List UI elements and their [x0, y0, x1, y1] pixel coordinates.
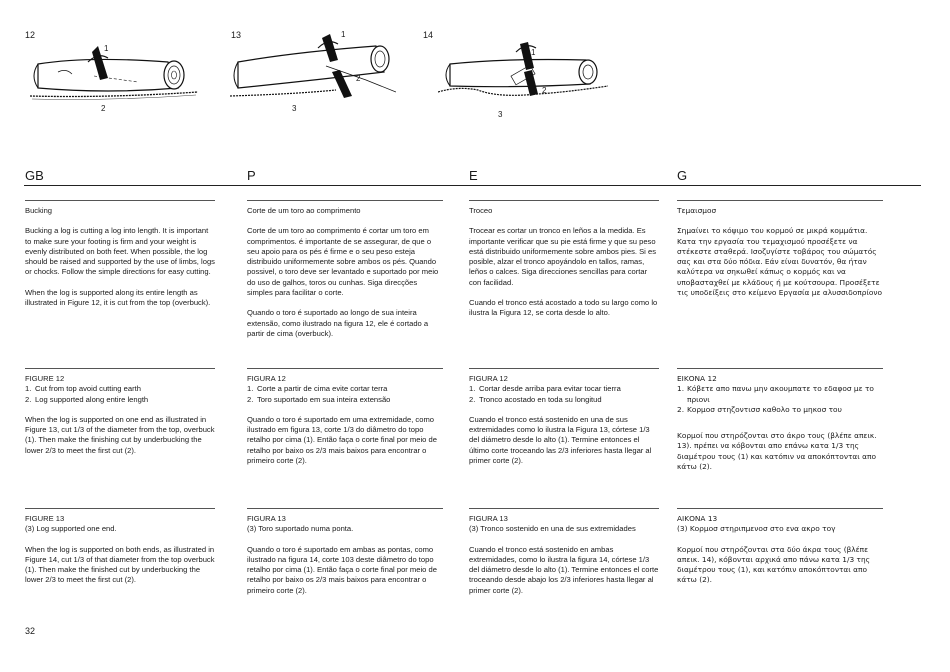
- figure-12-text: Cuando el tronco está sostenido en una de sus extremidades como lo ilustra la Figura 13, córtese 1/3 del diámetro desde lo alto (1). Termine entonces el último corte troceando las 2/3 inferiores hasta llegar al primer corte (2).: [469, 414, 652, 466]
- figure-12-title: ΕΙΚΟΝΑ 12: [677, 374, 717, 383]
- figure-12-title: FIGURE 12: [25, 374, 65, 383]
- list-item: 1. Cortar desde arriba para evitar tocar tierra: [469, 384, 621, 394]
- figure-13-subtitle: (3) Toro suportado numa ponta.: [247, 524, 354, 534]
- column-e: [469, 200, 659, 640]
- intro-text-2: When the log is supported along its entire length as illustrated in Figure 12, it is cut from the top (overbuck).: [25, 287, 211, 308]
- figure-12-list: [677, 384, 883, 415]
- figure-14-callout-3: 3: [498, 110, 503, 119]
- figure-13-callout-1: 1: [341, 30, 346, 39]
- figure-14-illustration: [438, 42, 608, 112]
- figure-12-text: Κορμοί που στηρόζονται στο άκρο τους (βλέπε απεικ. 13). πρέπει να κόβονται απο επάνω κατα 1/3 της διαμέτρου τους (1) και κατόπιν να αποκόπτονται απο κάτω (2).: [677, 431, 877, 472]
- figure-12-list: [469, 384, 659, 405]
- figure-12-list: [25, 384, 215, 405]
- figure-14-callout-1: 1: [531, 48, 536, 57]
- intro-text-2: Cuando el tronco está acostado a todo su largo como lo ilustra la Figura 12, se corta desde lo alto.: [469, 298, 658, 318]
- column-gb: [25, 200, 215, 640]
- figure-12-title: FIGURA 12: [247, 374, 286, 383]
- figure-12-callout-2: 2: [101, 104, 106, 113]
- figure-12-callout-1: 1: [104, 44, 109, 53]
- section-title: Τεμαισμοσ: [677, 206, 717, 215]
- section-title: Corte de um toro ao comprimento: [247, 206, 361, 215]
- figure-13-text: Cuando el tronco está sostenido en ambas extremidades, como lo ilustra la figura 14, córtese 1/3 del diámetro desde lo alto (1). Termine entonces el corte troceando desde abajo los 2/3 inferiores hasta llegar al primer corte (2).: [469, 544, 659, 595]
- figure-13-subtitle: (3) Log supported one end.: [25, 524, 117, 534]
- list-item: 2. Log supported along entire length: [25, 394, 149, 404]
- figure-12-illustration: [28, 42, 198, 112]
- list-item: 1. Κόβετε απο πανω μην ακουμπατε το εδαφοσ με το πριονι: [677, 384, 874, 404]
- section-title: Troceo: [469, 206, 493, 215]
- figure-13-callout-2: 2: [356, 74, 361, 83]
- header-divider: [24, 185, 921, 186]
- language-header-gb: GB: [25, 168, 44, 183]
- figure-14-callout-2: 2: [542, 86, 547, 95]
- figure-13-text: Quando o toro é suportado em ambas as pontas, como ilustrado na figura 14, corte 103 deste diâmetro do topo retalho por cima (1). Então faça o corte final por meio de retalho por baixo os 2/3 mais baixos para encontrar o primeiro corte (2).: [247, 544, 437, 595]
- intro-text: Trocear es cortar un tronco en leños a la medida. Es importante verificar que su pie está firme y que su peso está distribuido uniformemente sobre ambos pies. Si es posible, alzar el tronco apoyándolo en tallos, ramas, leños o calces. Siga direcciones sencillas para cortar con facilidad.: [469, 226, 656, 287]
- list-item: 1. Corte a partir de cima evite cortar terra: [247, 384, 388, 394]
- figure-13-callout-3: 3: [292, 104, 297, 113]
- figure-13-title: ΑΙΚΟΝΑ 13: [677, 514, 718, 523]
- figure-12-text: Quando o toro é suportado em uma extremidade, como ilustrado em figura 13, corte 1/3 do diâmetro do topo retalho por cima (1). Então faça o corte final por meio de retalho por baixo os 2/3 mais baixos para encontrar o primeiro corte (2).: [247, 414, 437, 466]
- intro-text: Bucking a log is cutting a log into length. It is important to make sure your footing is firm and your weight is evenly distributed on both feet. When possible, the log should be raised and supported by the use of limbs, logs or chocks. Follow the simple directions for easy cutting.: [25, 226, 215, 277]
- figure-14-number: 14: [423, 30, 434, 40]
- section-title: Bucking: [25, 206, 53, 215]
- figure-13-number: 13: [231, 30, 242, 40]
- figure-13-illustration: [226, 32, 396, 107]
- figure-12-title: FIGURA 12: [469, 374, 508, 383]
- figure-13-text: Κορμοί που στηρόζονται στα δύο άκρα τους (βλέπε απεικ. 14), κόβονται αρχικά απο πάνω κατα 1/3 της διαμέτρου τους (1), και κατόπιν αποκόπτονται απο κάτω (2).: [677, 544, 870, 585]
- figure-12-number: 12: [25, 30, 36, 40]
- intro-text-2: Quando o toro é suportado ao longo de sua inteira extensão, como ilustrado na figura 12, ele é cortado a partir de cima (overbuck).: [247, 308, 429, 338]
- intro-text: Σημαίνει το κόψιμο του κορμού σε μικρά κομμάτια. Κατα την εργασία του τεμαχισμού προσέξετε να στέκεστε σταθερά. Ισοζυγίστε τοβάρος του σώματός σας και στα δύο πόδια. Εάν είναι δυνατόν, θα ήταν καλύτερα να σηκωθεί κάπως ο κορμός και να υποβασταχθεί με κλάδους ή με κούτσουρα. Προσέξετε τις υποδείξεις στο κείμενο Εργασία με αλυσσιδοπρίονο: [677, 226, 883, 298]
- figure-13-title: FIGURA 13: [469, 514, 508, 523]
- page-number: 32: [25, 626, 36, 636]
- list-item: 1. Cut from top avoid cutting earth: [25, 384, 141, 394]
- figure-13-subtitle: (3) Κορμοσ στηριπμενοσ στο ενα ακρο τογ: [677, 524, 836, 534]
- figure-12-list: [247, 384, 443, 405]
- language-header-g: G: [677, 168, 688, 183]
- figure-13-title: FIGURA 13: [247, 514, 286, 523]
- figure-13-title: FIGURE 13: [25, 514, 65, 523]
- language-header-e: E: [469, 168, 478, 183]
- list-item: 2. Toro suportado em sua inteira extensão: [247, 394, 391, 404]
- language-header-p: P: [247, 168, 256, 183]
- column-p: [247, 200, 443, 640]
- list-item: 2. Κορμοσ στηζοντισσ καθολο το μηκοσ του: [677, 404, 842, 414]
- figure-13-subtitle: (3) Tronco sostenido en una de sus extremidades: [469, 524, 636, 534]
- list-item: 2. Tronco acostado en toda su longitud: [469, 394, 602, 404]
- figure-13-text: When the log is supported on both ends, as illustrated in Figure 14, cut 1/3 of that diameter from the top overbuck (1). Then make the finished cut by underbucking the lower 2/3 to meet the first cut (2).: [25, 544, 215, 585]
- figure-12-text: When the log is supported on one end as illustrated in Figure 13, cut 1/3 of the diameter from the top, overbuck (1). Then make the finishing cut by underbucking the lower 2/3 to meet the first cut (2).: [25, 414, 215, 455]
- column-g: [677, 200, 883, 640]
- intro-text: Corte de um toro ao comprimento é cortar um toro em comprimentos. é importante de se assegurar, de que o seu apoio para os pés é firme e o seu peso esteja distribuido uniformemente sobre ambos os pés. Quando possivel, o toro deve ser levantado e suportado por meio do uso de galhos, toros ou cunhas. Siga direcções simples para facilitar o corte.: [247, 226, 439, 298]
